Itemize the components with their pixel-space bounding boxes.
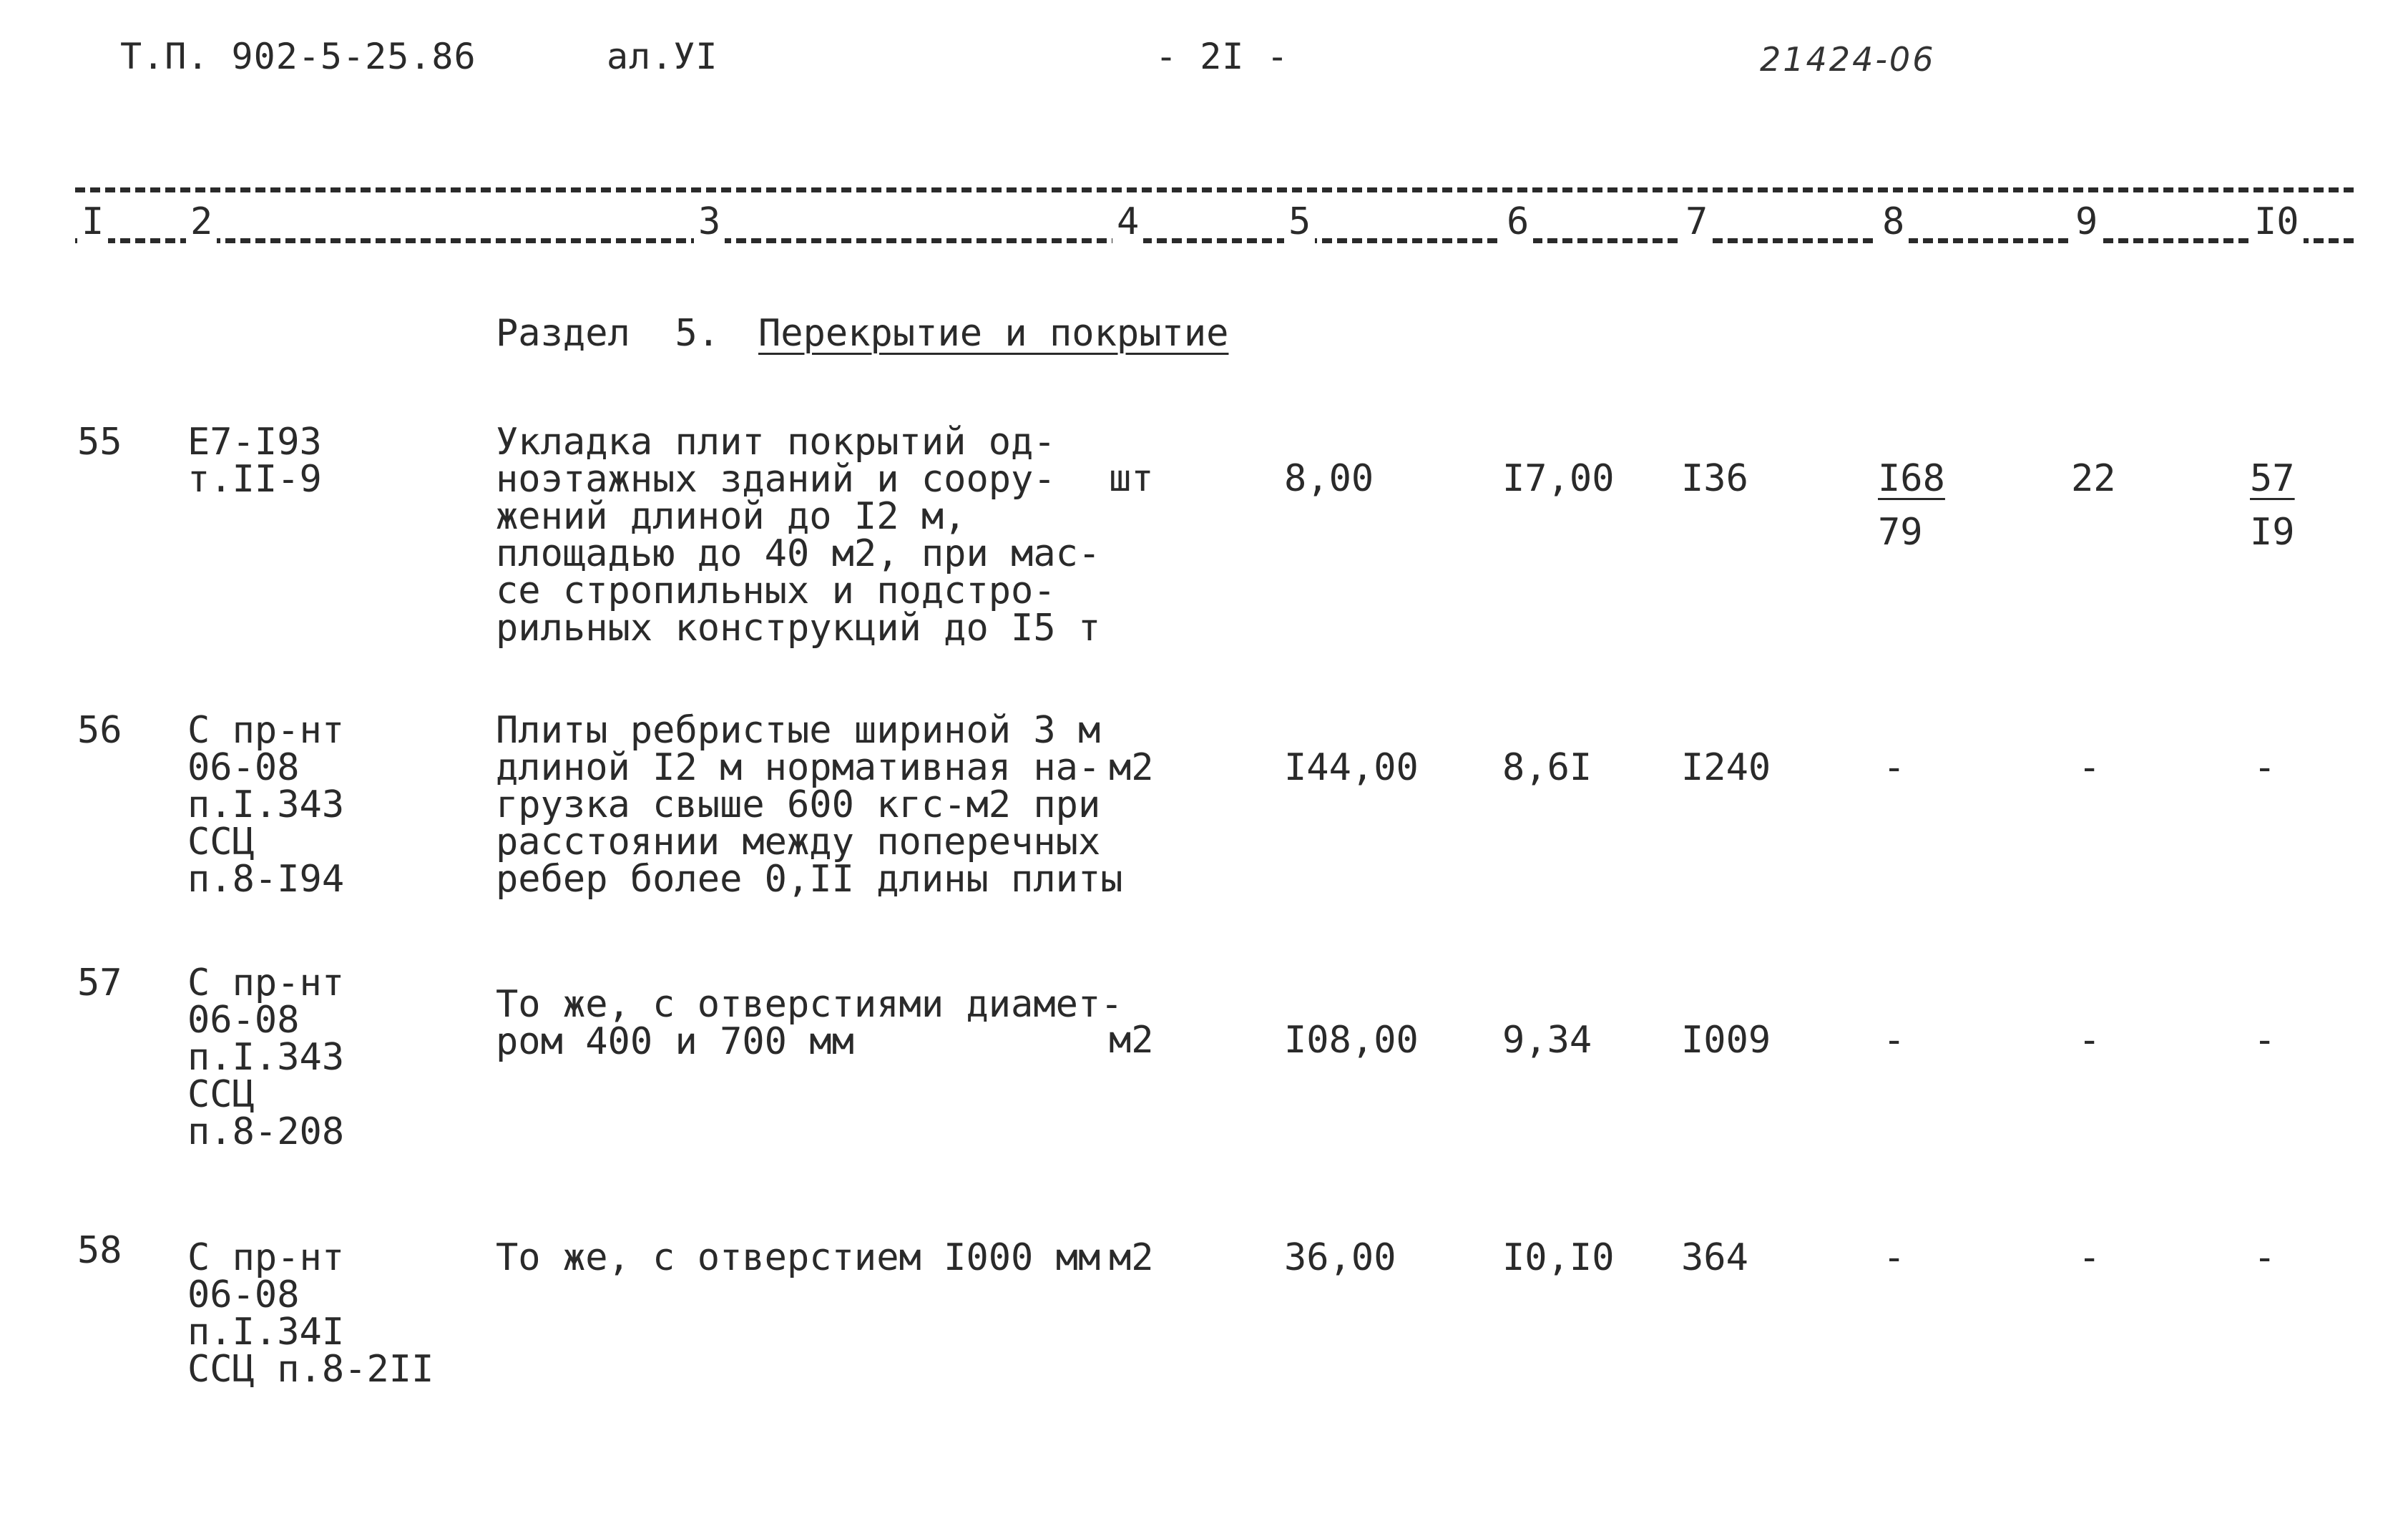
document-code: Т.П. 902-5-25.86 xyxy=(120,36,476,77)
col9-value: - xyxy=(2078,1236,2101,1279)
col8-value: - xyxy=(1883,1236,1906,1279)
rate-code: Е7-I93 т.II-9 xyxy=(187,421,322,501)
column-number-5: 5 xyxy=(1284,200,1315,243)
column-number-6: 6 xyxy=(1502,200,1533,243)
col9-value: 22 xyxy=(2071,457,2116,500)
col10-value: - xyxy=(2253,746,2276,789)
section-prefix: Раздел 5. xyxy=(496,312,720,355)
column-number-8: 8 xyxy=(1878,200,1909,243)
page-number: - 2I - xyxy=(1155,36,1289,77)
section-title: Перекрытие и покрытие xyxy=(758,312,1229,355)
total-cost: 364 xyxy=(1681,1236,1748,1279)
work-description: Укладка плит покрытий од- ноэтажных зданий и соору- жений длиной до I2 м, площадью до 40 м2, при мас- се стропильных и подстро- pильных конструкций до I5 т xyxy=(496,421,1101,650)
column-number-1: I xyxy=(77,200,108,243)
total-cost: I009 xyxy=(1681,1019,1771,1062)
unit: м2 xyxy=(1109,746,1154,789)
col8-value-top: I68 xyxy=(1878,457,1945,500)
quantity: I44,00 xyxy=(1284,746,1419,789)
column-number-7: 7 xyxy=(1681,200,1712,243)
column-number-9: 9 xyxy=(2071,200,2102,243)
column-number-10: I0 xyxy=(2250,200,2304,243)
album-number: ал.УI xyxy=(607,36,718,77)
unit: м2 xyxy=(1109,1019,1154,1062)
col9-value: - xyxy=(2078,746,2101,789)
total-cost: I36 xyxy=(1681,457,1748,500)
rate-code: С пр-нт 06-08 п.I.343 ССЦ п.8-I94 xyxy=(187,709,345,901)
row-number: 57 xyxy=(77,962,122,1004)
col8-value: - xyxy=(1883,746,1906,789)
unit-price: I0,I0 xyxy=(1502,1236,1615,1279)
col9-value: - xyxy=(2078,1019,2101,1062)
row-number: 56 xyxy=(77,709,122,752)
unit: м2 xyxy=(1109,1236,1154,1279)
col10-value-top: 57 xyxy=(2250,457,2295,500)
row-number: 58 xyxy=(77,1229,122,1272)
rate-code: С пр-нт 06-08 п.I.34I ССЦ п.8-2II xyxy=(187,1236,434,1391)
column-number-3: 3 xyxy=(694,200,725,243)
col10-value: - xyxy=(2253,1019,2276,1062)
col10-value-bottom: I9 xyxy=(2250,511,2295,554)
quantity: 36,00 xyxy=(1284,1236,1396,1279)
work-description: Плиты ребристые шириной 3 м длиной I2 м нормативная на- грузка свыше 600 кгс-м2 при расстоянии между поперечных ребер более 0,II длины плиты xyxy=(496,709,1123,901)
work-description: То же, с отверстием I000 мм xyxy=(496,1236,1101,1279)
row-number: 55 xyxy=(77,421,122,464)
column-number-4: 4 xyxy=(1112,200,1143,243)
unit-price: 9,34 xyxy=(1502,1019,1592,1062)
unit-price: I7,00 xyxy=(1502,457,1615,500)
col8-value-bottom: 79 xyxy=(1878,511,1923,554)
unit: шт xyxy=(1109,457,1154,500)
column-header-top-rule xyxy=(75,187,2354,192)
quantity: I08,00 xyxy=(1284,1019,1419,1062)
work-description: То же, с отверстиями диамет- ром 400 и 700 мм xyxy=(496,983,1123,1063)
col10-value: - xyxy=(2253,1236,2276,1279)
col8-value: - xyxy=(1883,1019,1906,1062)
unit-price: 8,6I xyxy=(1502,746,1592,789)
quantity: 8,00 xyxy=(1284,457,1374,500)
inventory-number: 21424-06 xyxy=(1760,40,1936,79)
column-header-bottom-rule xyxy=(75,238,2354,243)
column-number-2: 2 xyxy=(186,200,217,243)
rate-code: С пр-нт 06-08 п.I.343 ССЦ п.8-208 xyxy=(187,962,345,1153)
total-cost: I240 xyxy=(1681,746,1771,789)
